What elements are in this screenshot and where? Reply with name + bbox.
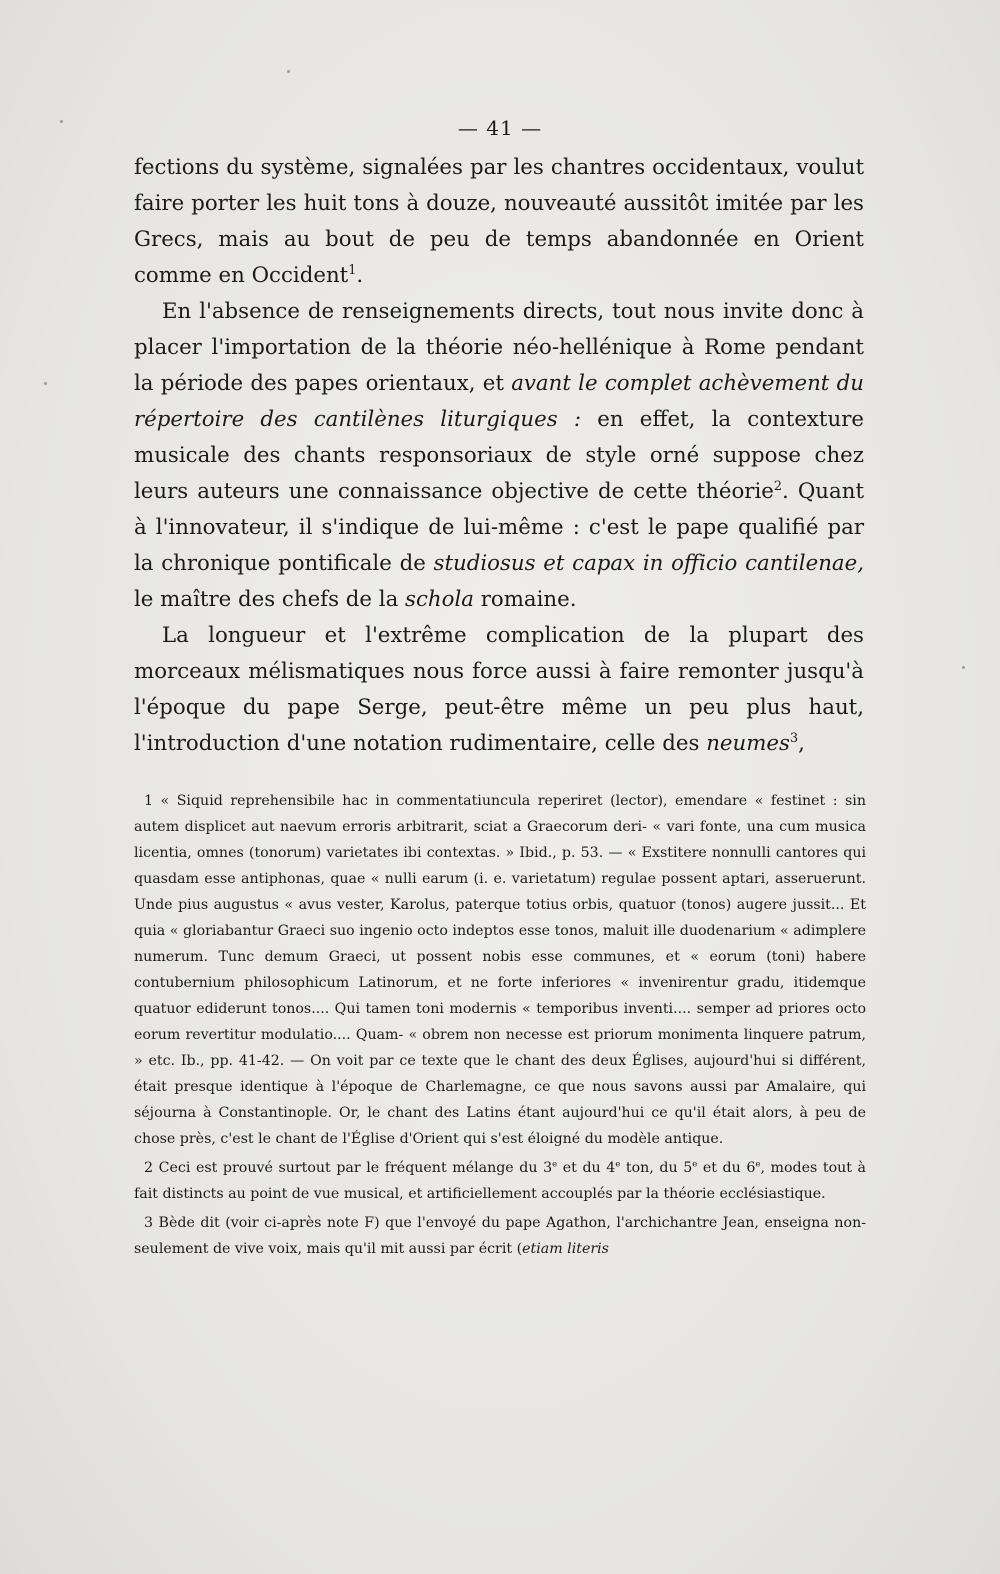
ordinal-suffix: e xyxy=(692,1159,698,1170)
paragraph-2 xyxy=(134,294,864,618)
italic-word-neumes: neumes xyxy=(706,731,790,756)
paragraph-3 xyxy=(134,618,864,762)
paragraph-1 xyxy=(134,150,864,294)
footnote-2-text-e: , modes tout à fait distincts au point de vue musical, et artificiellement accouplés par la théorie ecclésiastique. xyxy=(134,1160,867,1202)
paragraph-2-text-c: . Quant à l'innovateur, il s'indique de lui-même : c'est le pape qualifié par la chronique pontificale de xyxy=(134,479,864,576)
footnotes-section xyxy=(134,788,866,1265)
page-number: — 41 — xyxy=(457,116,543,140)
footnote-2-text-c: ton, du 5 xyxy=(620,1160,693,1176)
paragraph-1-text: fections du système, signalées par les chantres occidentaux, voulut faire porter les huit tons à douze, nouveauté aussitôt imitée par les Grecs, mais au bout de peu de temps abandonnée en Orient comme en Occident xyxy=(134,155,864,288)
italic-word-schola: schola xyxy=(405,587,474,612)
footnote-ref-2: 2 xyxy=(773,478,783,494)
speck xyxy=(287,70,290,73)
footnote-2 xyxy=(134,1155,866,1207)
footnote-ref-3: 3 xyxy=(789,730,799,746)
speck xyxy=(44,382,47,385)
footnote-2-text-b: et du 4 xyxy=(557,1160,616,1176)
speck xyxy=(962,666,965,669)
footnote-2-text-d: et du 6 xyxy=(697,1160,756,1176)
italic-phrase-complet: avant le complet achèvement du répertoire des cantilènes liturgiques : xyxy=(134,371,864,432)
paragraph-2-text-b: en effet, la contexture musicale des chants responsoriaux de style orné suppose chez leurs auteurs une connaissance objective de cette théorie xyxy=(134,407,864,504)
paragraph-2-text-a: En l'absence de renseignements directs, tout nous invite donc à placer l'importation de la théorie néo-hellénique à Rome pendant la période des papes orientaux, et xyxy=(134,299,864,396)
paragraph-2-text-d: le maître des chefs de la xyxy=(134,587,406,612)
footnote-1: 1 « Siquid reprehensibile hac in commentatiuncula reperiret (lector), emendare « festinet : sin autem displicet aut naevum erroris arbitrarit, sciat a Graecorum deri- « vari fonte, una cum musica licentia, omnes (tonorum) varietates ibi contextas. » Ibid., p. 53. — « Exstitere nonnulli cantores qui quasdam esse antiphonas, quae « nulli earum (i. e. varietatum) regulae possent aptari, asseruerunt. Unde pius augustus « avus vester, Karolus, paterque totius orbis, quatuor (tonos) augere jussit... Et quia « gloriabantur Graeci suo ingenio octo indeptos esse tonos, maluit ille duodenarium « adimplere numerum. Tunc demum Graeci, ut possent nobis esse communes, et « eorum (toni) habere contubernium philosophicum Latinorum, et ne forte inferiores « invenirentur gradu, itidemque quatuor ediderunt tonos.... Qui tamen toni modernis « temporibus inventi.... semper ad priores octo eorum revertitur modulatio.... Quam- « obrem non necesse est priorum monimenta linquere patrum, » etc. Ib., pp. 41-42. — On voit par ce texte que le chant des deux Églises, aujourd'hui si différent, était presque identique à l'époque de Charlemagne, ce que nous savons aussi par Amalaire, qui séjourna à Constantinople. Or, le chant des Latins étant aujourd'hui ce qu'il était alors, à peu de chose près, c'est le chant de l'Église d'Orient qui s'est éloigné du modèle antique. xyxy=(134,793,866,1147)
paragraph-3-end: , xyxy=(798,731,805,756)
paragraph-3-text: La longueur et l'extrême complication de la plupart des morceaux mélismatiques nous force aussi à faire remonter jusqu'à l'époque du pape Serge, peut-être même un peu plus haut, l'introduction d'une notation rudimentaire, celle des xyxy=(134,623,864,756)
paragraph-2-text-e: romaine. xyxy=(473,587,577,612)
italic-phrase-etiam-literis: etiam literis xyxy=(522,1241,609,1257)
main-body-text xyxy=(134,150,864,762)
paragraph-1-end: . xyxy=(356,263,364,288)
footnote-3-text: 3 Bède dit (voir ci-après note F) que l'envoyé du pape Agathon, l'archichantre Jean, enseigna non-seulement de vive voix, mais qu'il mit aussi par écrit ( xyxy=(134,1215,866,1257)
footnote-2-text-a: 2 Ceci est prouvé surtout par le fréquent mélange du 3 xyxy=(144,1160,553,1176)
footnote-ref-1: 1 xyxy=(348,262,357,278)
ordinal-suffix: e xyxy=(755,1159,761,1170)
footnote-3 xyxy=(134,1210,866,1262)
italic-phrase-studiosus: studiosus et capax in officio cantilenae, xyxy=(433,551,865,576)
ordinal-suffix: e xyxy=(615,1159,621,1170)
ordinal-suffix: e xyxy=(552,1159,558,1170)
